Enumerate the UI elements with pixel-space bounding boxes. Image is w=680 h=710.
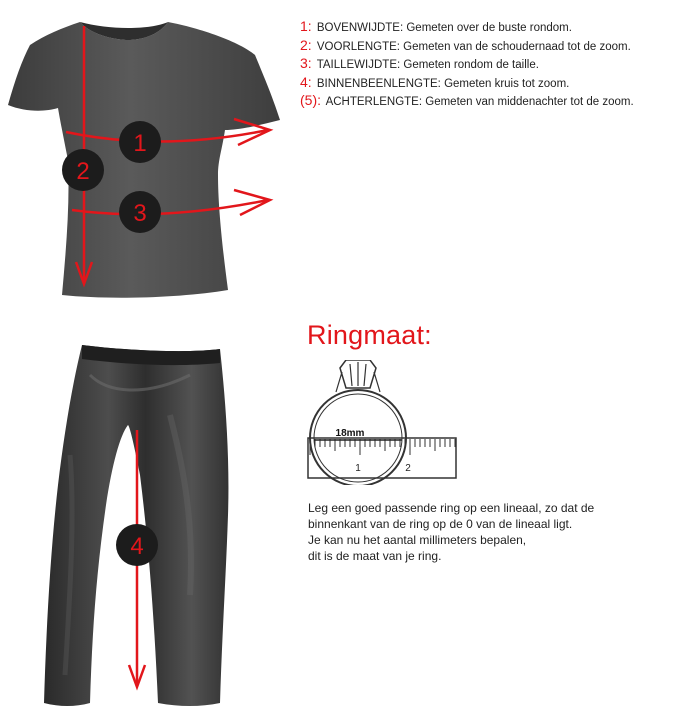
legend-number: 4: <box>300 73 312 90</box>
legend-desc: Gemeten van de schoudernaad tot de zoom. <box>403 40 631 53</box>
legend-name: VOORLENGTE: <box>316 40 400 53</box>
legend-desc: Gemeten rondom de taille. <box>403 59 539 71</box>
tshirt-diagram <box>0 0 300 310</box>
marker-4-label: 4 <box>130 533 144 560</box>
marker-3-label: 3 <box>133 200 147 227</box>
marker-4 <box>116 524 158 566</box>
ring-ruler-illustration <box>300 360 470 485</box>
ring-size-title: Ringmaat: <box>307 320 432 350</box>
instruction-line: Je kan nu het aantal millimeters bepalen, <box>308 533 527 547</box>
trousers-diagram <box>30 335 250 710</box>
marker-2-label: 2 <box>76 158 90 185</box>
ring-size-label: 18mm <box>335 428 365 439</box>
legend-row-2 <box>300 37 675 56</box>
marker-1 <box>119 121 161 163</box>
ruler-label-2: 2 <box>405 463 411 474</box>
legend-row-3 <box>300 55 675 74</box>
instruction-line: Leg een goed passende ring op een lineaal, zo dat de <box>308 501 595 515</box>
instruction-line: dit is de maat van je ring. <box>308 549 442 563</box>
ruler-label-1: 1 <box>355 463 361 474</box>
legend-row-1 <box>300 18 675 37</box>
legend-number: 3: <box>300 55 312 71</box>
legend-row-5 <box>300 92 675 111</box>
measurement-legend <box>300 18 675 111</box>
instruction-line: binnenkant van de ring op de 0 van de lineaal ligt. <box>308 517 573 531</box>
legend-name: ACHTERLENGTE: <box>325 96 423 108</box>
marker-3 <box>119 191 161 233</box>
legend-desc: Gemeten over de buste rondom. <box>406 22 572 34</box>
legend-desc: Gemeten kruis tot zoom. <box>444 77 570 90</box>
marker-1-label: 1 <box>133 130 147 157</box>
legend-row-4 <box>300 74 675 93</box>
marker-2 <box>62 149 104 191</box>
legend-name: BINNENBEENLENGTE: <box>316 77 441 90</box>
legend-number: 2: <box>300 36 312 53</box>
legend-number: 1: <box>300 18 312 34</box>
legend-name: BOVENWIJDTE: <box>316 22 404 34</box>
legend-desc: Gemeten van middenachter tot de zoom. <box>425 96 634 108</box>
ring-instructions <box>308 500 673 564</box>
legend-number: (5): <box>300 92 321 108</box>
legend-name: TAILLEWIJDTE: <box>316 59 401 71</box>
